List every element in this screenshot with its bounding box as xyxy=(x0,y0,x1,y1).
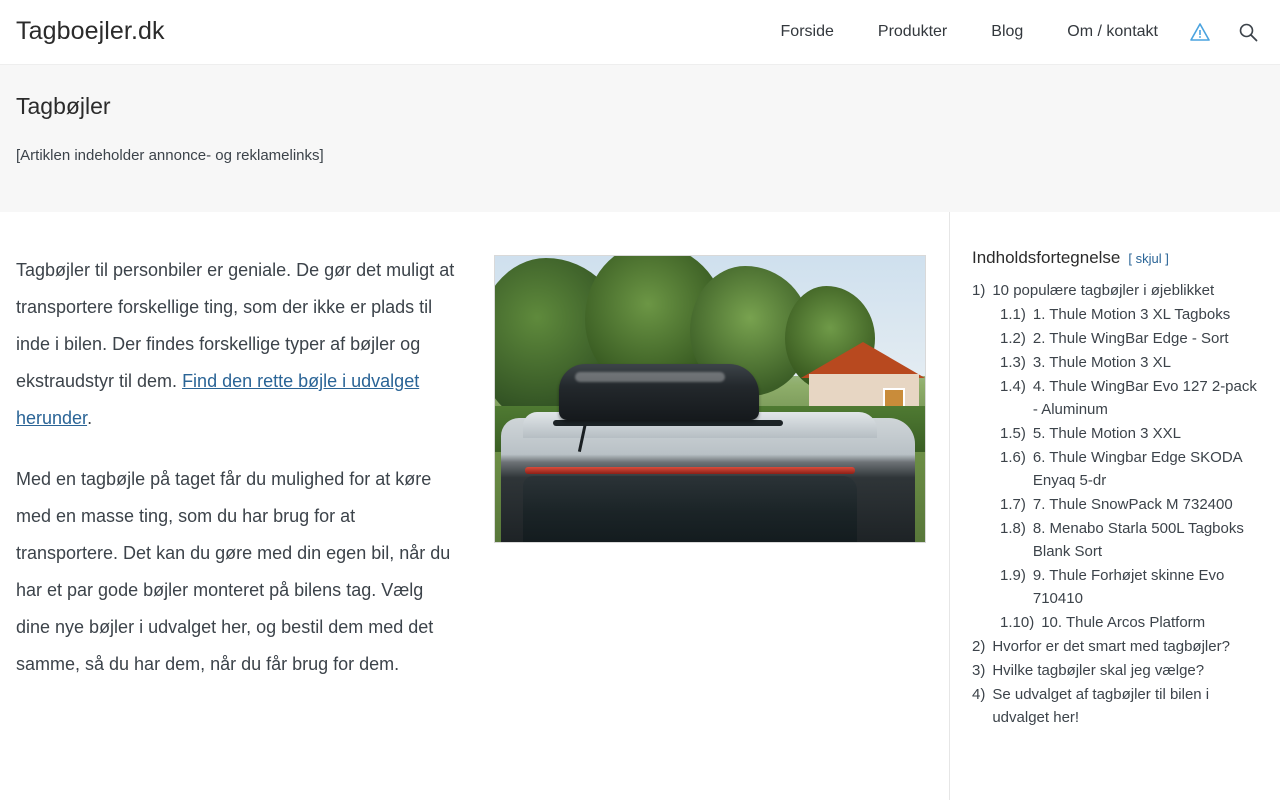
toc-item[interactable] xyxy=(972,351,1264,374)
toc-item[interactable] xyxy=(972,635,1264,658)
toc-item-number: 1.7) xyxy=(1000,496,1026,513)
toc-item-label[interactable]: 7. Thule SnowPack M 732400 xyxy=(1032,496,1233,513)
toc-item[interactable] xyxy=(972,493,1264,516)
article-paragraph-2: Med en tagbøjle på taget får du mulighed for at køre med en masse ting, som du har brug for at transportere. Det kan du gøre med din egen bil, når du har et par gode bøjler monteret på bilens tag. Vælg dine nye bøjler i udvalget her, og bestil dem med det samme, så du har dem, når du får brug for dem. xyxy=(16,469,451,674)
toc-item[interactable] xyxy=(972,303,1264,326)
toc-item-number: 4) xyxy=(972,686,986,703)
toc-item-label[interactable]: 1. Thule Motion 3 XL Tagboks xyxy=(1032,306,1231,323)
toc-item[interactable] xyxy=(972,375,1264,421)
toc-item-label[interactable]: 10 populære tagbøjler i øjeblikket xyxy=(992,282,1215,299)
toc-title: Indholdsfortegnelse xyxy=(972,248,1121,267)
toc-item-number: 1.4) xyxy=(1000,378,1026,395)
nav-item-produkter[interactable]: Produkter xyxy=(877,22,948,40)
photo-house-window xyxy=(883,388,905,408)
toc-item-number: 1.8) xyxy=(1000,520,1026,537)
paragraph-1-text-after-link: . xyxy=(87,408,93,428)
toc-hide-toggle[interactable]: [ skjul ] xyxy=(1128,251,1169,266)
toc-item-number: 1.10) xyxy=(1000,614,1035,631)
toc-item-number: 1.6) xyxy=(1000,449,1026,466)
page-title-band xyxy=(0,64,1280,212)
content-wrapper xyxy=(0,212,1280,800)
toc-item-number: 1.2) xyxy=(1000,330,1026,347)
photo-roof-box-highlight xyxy=(575,372,725,382)
toc-item-number: 1.1) xyxy=(1000,306,1026,323)
toc-item-label[interactable]: 8. Menabo Starla 500L Tagboks Blank Sort xyxy=(1032,520,1244,560)
toc-item-label[interactable]: 10. Thule Arcos Platform xyxy=(1041,614,1206,631)
find-bojle-link[interactable]: Find den rette bøjle i udvalget herunder xyxy=(16,371,420,428)
toc-item-label[interactable]: 3. Thule Motion 3 XL xyxy=(1032,354,1172,371)
site-header xyxy=(0,0,1280,64)
site-title[interactable]: Tagboejler.dk xyxy=(16,17,165,45)
toc-item-number: 2) xyxy=(972,638,986,655)
toc-item-label[interactable]: Hvorfor er det smart med tagbøjler? xyxy=(992,638,1230,655)
toc-item-number: 1.9) xyxy=(1000,567,1026,584)
article-figure xyxy=(494,252,926,800)
toc-item[interactable] xyxy=(972,517,1264,563)
search-icon[interactable] xyxy=(1220,22,1264,42)
toc-item[interactable] xyxy=(972,659,1264,682)
photo-car-rear-window xyxy=(523,476,857,543)
photo-house-roof xyxy=(801,342,925,378)
toc-item[interactable] xyxy=(972,446,1264,492)
toc-item-number: 1.3) xyxy=(1000,354,1026,371)
article-text-column xyxy=(16,252,456,800)
toc-item-label[interactable]: 6. Thule Wingbar Edge SKODA Enyaq 5-dr xyxy=(1032,449,1242,489)
toc-item-number: 3) xyxy=(972,662,986,679)
nav-item-om-kontakt[interactable]: Om / kontakt xyxy=(1067,22,1158,40)
toc-item-number: 1) xyxy=(972,282,986,299)
toc-item[interactable] xyxy=(972,683,1264,729)
toc-item-label[interactable]: 4. Thule WingBar Evo 127 2-pack - Aluminum xyxy=(1032,378,1257,418)
photo-roof-rail xyxy=(553,420,783,426)
toc-item-label[interactable]: Se udvalget af tagbøjler til bilen i udvalget her! xyxy=(992,686,1210,726)
article-paragraph-1 xyxy=(16,252,456,437)
toc-item-label[interactable]: 9. Thule Forhøjet skinne Evo 710410 xyxy=(1032,567,1225,607)
table-of-contents xyxy=(950,212,1280,800)
primary-navigation xyxy=(759,0,1264,64)
toc-item[interactable] xyxy=(972,327,1264,350)
toc-item-label[interactable]: Hvilke tagbøjler skal jeg vælge? xyxy=(992,662,1205,679)
toc-item[interactable] xyxy=(972,279,1264,302)
toc-item[interactable] xyxy=(972,564,1264,610)
page-subtitle-disclaimer: [Artiklen indeholder annonce- og reklamelinks] xyxy=(16,146,324,164)
roof-box-car-photo xyxy=(494,255,926,543)
article-main xyxy=(0,212,950,800)
nav-item-blog[interactable]: Blog xyxy=(991,22,1024,40)
toc-item[interactable] xyxy=(972,611,1264,634)
warning-triangle-icon[interactable] xyxy=(1180,23,1220,41)
toc-item[interactable] xyxy=(972,422,1264,445)
toc-header xyxy=(972,248,1264,268)
header-divider-notch xyxy=(750,62,1280,64)
photo-car-brake-light xyxy=(525,467,855,474)
nav-item-forside[interactable]: Forside xyxy=(780,22,834,40)
toc-item-label[interactable]: 2. Thule WingBar Edge - Sort xyxy=(1032,330,1229,347)
page-title: Tagbøjler xyxy=(16,93,111,119)
toc-item-number: 1.5) xyxy=(1000,425,1026,442)
toc-list xyxy=(972,279,1264,729)
paragraph-1-text-before-link: Tagbøjler til personbiler er geniale. De gør det muligt at transportere forskellige ting, som der ikke er plads til inde i bilen. Der findes forskellige typer af bøjler og ekstraudstyr til dem. xyxy=(16,260,455,391)
toc-item-label[interactable]: 5. Thule Motion 3 XXL xyxy=(1032,425,1182,442)
